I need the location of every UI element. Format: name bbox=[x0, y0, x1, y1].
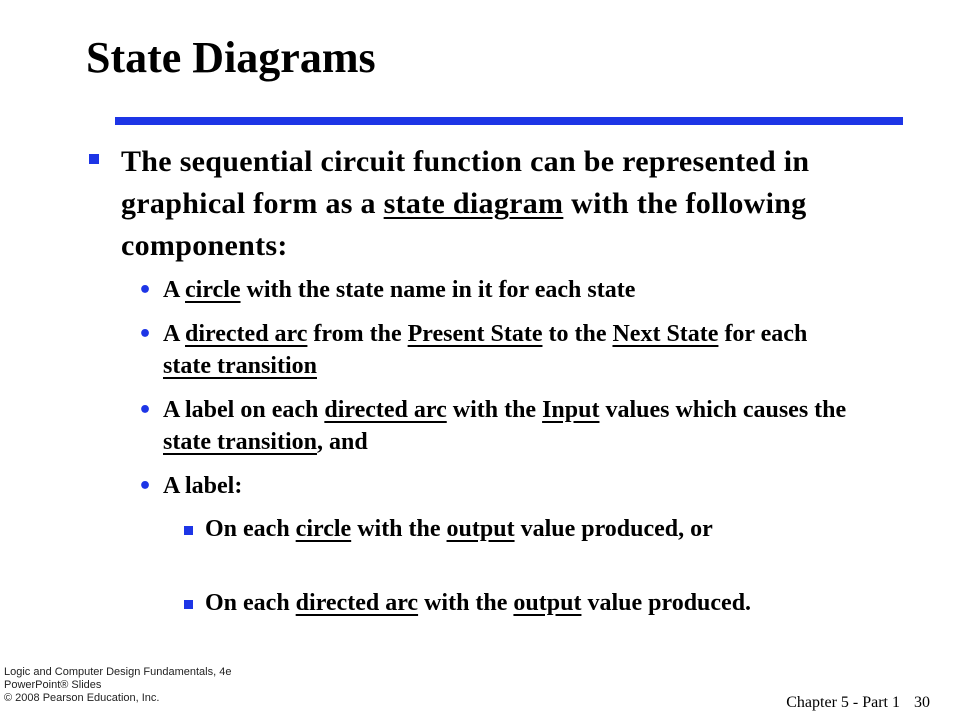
dot-bullet-icon: • bbox=[138, 474, 153, 499]
underlined-term: directed arc bbox=[324, 397, 447, 423]
underlined-term: Next State bbox=[612, 321, 719, 347]
text-segment: value produced, or bbox=[514, 516, 713, 542]
dot-bullet-icon: • bbox=[138, 322, 153, 347]
text-segment: values which causes the bbox=[599, 397, 847, 423]
square-bullet-icon bbox=[184, 526, 193, 535]
underlined-term: directed arc bbox=[185, 321, 308, 347]
text-segment: with the bbox=[446, 397, 543, 423]
text-segment: with the state name in it for each state bbox=[240, 277, 636, 303]
square-bullet-icon bbox=[184, 600, 193, 609]
title-underline-rule bbox=[115, 117, 903, 125]
footer-chapter-info bbox=[786, 693, 930, 713]
text-segment: with the bbox=[351, 516, 447, 542]
underlined-term: output bbox=[446, 516, 515, 542]
underlined-term: Input bbox=[542, 397, 600, 423]
underlined-term: state transition bbox=[163, 429, 317, 455]
text-segment: On each bbox=[205, 590, 296, 616]
text-segment: from the bbox=[307, 321, 408, 347]
list-item bbox=[163, 470, 853, 502]
footer-slides-label: PowerPoint® Slides bbox=[4, 679, 102, 691]
text-segment: to the bbox=[542, 321, 613, 347]
text-segment: A bbox=[163, 277, 186, 303]
underlined-term: state diagram bbox=[383, 187, 564, 220]
dot-bullet-icon: • bbox=[138, 398, 153, 423]
list-item bbox=[163, 274, 853, 306]
text-segment: A label on each bbox=[163, 397, 325, 423]
text-segment: for each bbox=[718, 321, 808, 347]
underlined-term: circle bbox=[185, 277, 241, 303]
text-segment: The sequential circuit function can be represented in graphical form as a bbox=[121, 145, 810, 220]
text-segment: with the following components: bbox=[121, 187, 807, 262]
footer-book-title: Logic and Computer Design Fundamentals, 4e bbox=[4, 666, 232, 678]
sub-list-item bbox=[205, 588, 865, 619]
underlined-term: output bbox=[513, 590, 582, 616]
footer-chapter-label: Chapter 5 - Part 1 bbox=[786, 694, 900, 711]
text-segment: A bbox=[163, 321, 186, 347]
sub-list-item bbox=[205, 514, 865, 545]
underlined-term: directed arc bbox=[295, 590, 419, 616]
underlined-term: Present State bbox=[407, 321, 543, 347]
text-segment: with the bbox=[418, 590, 514, 616]
underlined-term: circle bbox=[295, 516, 352, 542]
text-segment: On each bbox=[205, 516, 296, 542]
text-segment: , and bbox=[316, 429, 368, 455]
footer-book-info bbox=[4, 666, 231, 705]
underlined-term: state transition bbox=[163, 353, 317, 379]
slide-title: State Diagrams bbox=[86, 33, 376, 82]
footer-copyright: © 2008 Pearson Education, Inc. bbox=[4, 692, 160, 704]
list-item bbox=[163, 318, 853, 382]
main-bullet-text bbox=[121, 141, 821, 267]
page-number: 30 bbox=[914, 694, 930, 711]
list-item bbox=[163, 394, 853, 458]
text-segment: A label: bbox=[163, 473, 243, 499]
text-segment: value produced. bbox=[581, 590, 752, 616]
dot-bullet-icon: • bbox=[138, 278, 153, 303]
square-bullet-icon bbox=[89, 154, 99, 164]
